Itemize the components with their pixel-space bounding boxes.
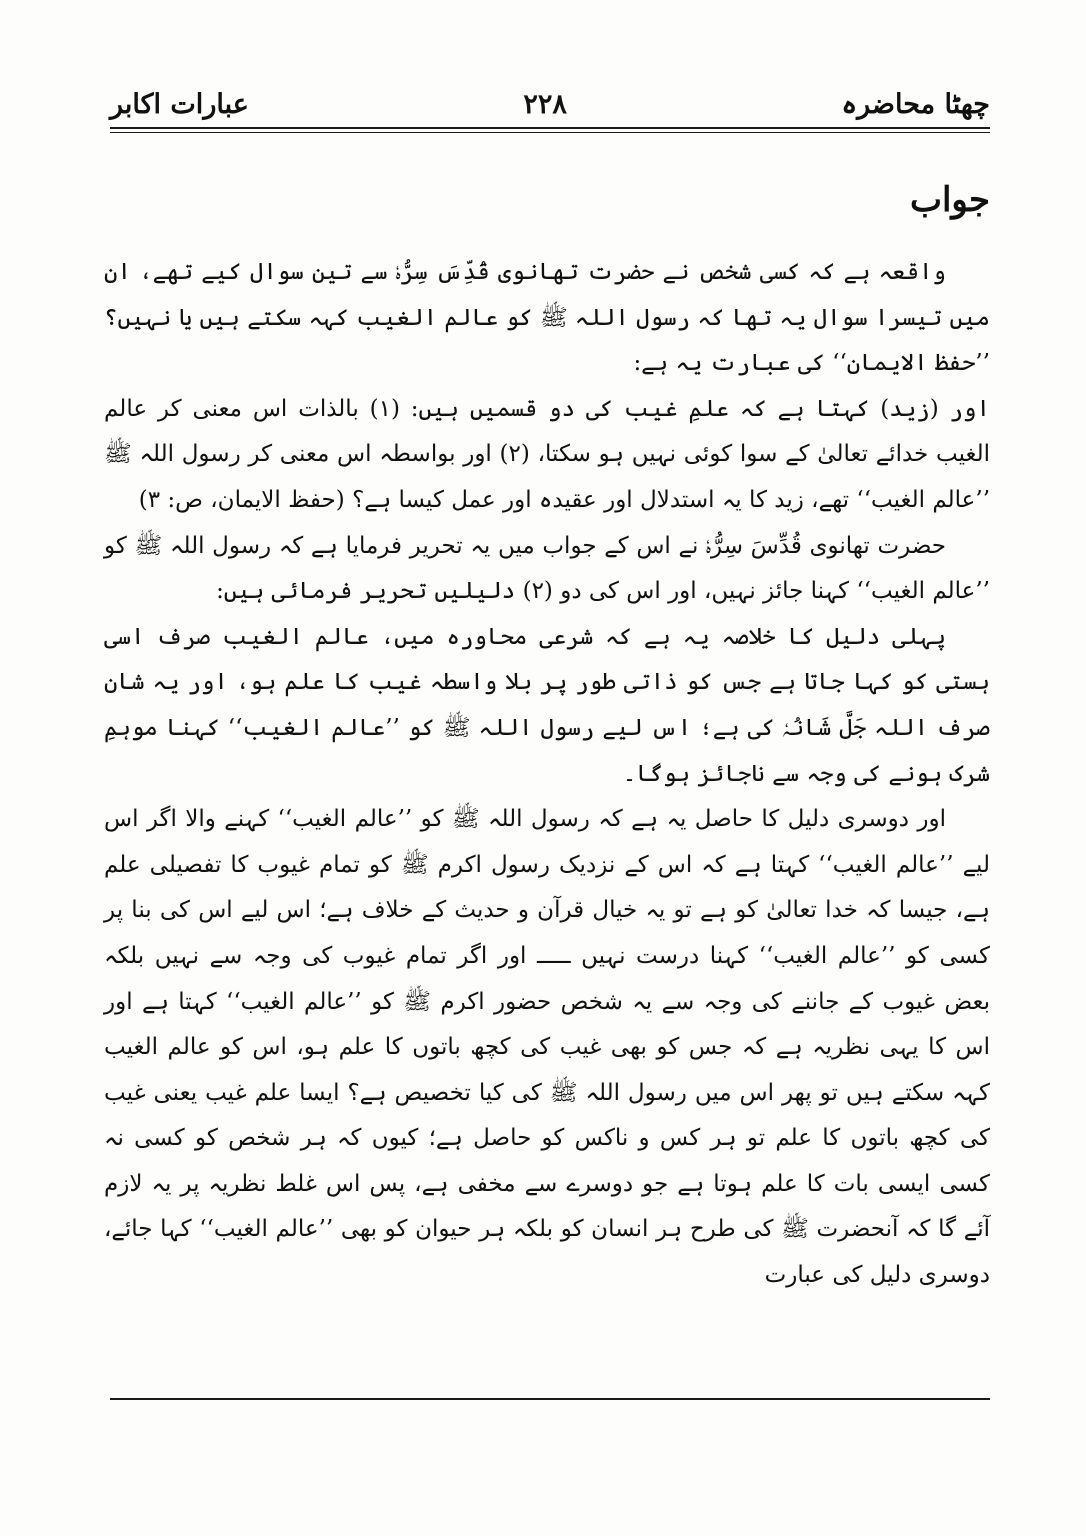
paragraph: پہلی دلیل کا خلاصہ یہ ہے کہ شرعی محاورہ میں، عالم الغیب صرف اسی ہستی کو کہا جاتا ہے جس کو ذاتی طور پر بلا واسطہ غیب کا علم ہو، اور یہ شان صرف اللہ جَلَّ شَانُہٗ کی ہے؛ اس لیے رسول اللہ ﷺ کو ’’عالم الغیب‘‘ کہنا موہمِ شرک ہونے کی وجہ سے ناجائز ہوگا۔ — [104, 623, 990, 787]
section-title: جواب — [909, 180, 990, 220]
header-rule-thin — [110, 132, 990, 133]
page-header — [110, 82, 990, 126]
body-text — [104, 250, 990, 1299]
page-number: ۲۲۸ — [523, 88, 567, 120]
paragraph: اور (زید) کہتا ہے کہ علمِ غیب کی دو قسمیں ہیں: (۱) بالذات اس معنی کر عالم الغیب خدائے تعالیٰ کے سوا کوئی نہیں ہو سکتا، (۲) اور بواسطہ اس معنی کر رسول اللہ ﷺ ’’عالم الغیب‘‘ تھے، زید کا یہ استدلال اور عقیدہ اور عمل کیسا ہے؟ (حفظ الایمان، ص: ۳) — [104, 395, 990, 513]
book-title: عبارات اکابر — [110, 88, 249, 120]
header-rule — [110, 127, 990, 129]
paragraph: اور دوسری دلیل کا حاصل یہ ہے کہ رسول اللہ ﷺ کو ’’عالم الغیب‘‘ کہنے والا اگر اس لیے ’’عالم الغیب‘‘ کہتا ہے کہ اس کے نزدیک رسول اکرم ﷺ کو تمام غیوب کا تفصیلی علم ہے، جیسا کہ خدا تعالیٰ کو ہے تو یہ خیال قرآن و حدیث کے خلاف ہے؛ اس لیے اس کی بنا پر کسی کو ’’عالم الغیب‘‘ کہنا درست نہیں ـــــ اور اگر تمام غیوب کی وجہ سے نہیں بلکہ بعض غیوب کے جاننے کی وجہ سے یہ شخص حضور اکرم ﷺ کو ’’عالم الغیب‘‘ کہتا ہے اور اس کا یہی نظریہ ہے کہ جس کو بھی غیب کی کچھ باتوں کا علم ہو، اس کو عالم الغیب کہہ سکتے ہیں تو پھر اس میں رسول اللہ ﷺ کی کیا تخصیص ہے؟ ایسا علم غیب یعنی غیب کی کچھ باتوں کا علم تو ہر کس و ناکس کو حاصل ہے؛ کیوں کہ ہر شخص کو کسی نہ کسی ایسی بات کا علم ہوتا ہے جو دوسرے سے مخفی ہے، پس اس غلط نظریہ پر یہ لازم آئے گا کہ آنحضرت ﷺ کی طرح ہر انسان کو بلکہ ہر حیوان کو بھی ’’عالم الغیب‘‘ کہا جائے، دوسری دلیل کی عبارت — [104, 806, 990, 1289]
chapter-title: چھٹا محاضرہ — [841, 88, 990, 120]
paragraph: حضرت تھانوی قُدِّسَ سِرُّہٗ نے اس کے جواب میں یہ تحریر فرمایا ہے کہ رسول اللہ ﷺ کو ’’عالم الغیب‘‘ کہنا جائز نہیں، اور اس کی دو (۲) دلیلیں تحریر فرمائی ہیں: — [104, 532, 990, 605]
footer-rule — [110, 1398, 990, 1400]
paragraph: واقعہ ہے کہ کسی شخص نے حضرت تھانوی قُدِّسَ سِرُّہٗ سے تین سوال کیے تھے، ان میں تیسرا سوال یہ تھا کہ رسول اللہ ﷺ کو عالم الغیب کہہ سکتے ہیں یا نہیں؟ ’’حفظ الایمان‘‘ کی عبارت یہ ہے: — [104, 259, 990, 377]
